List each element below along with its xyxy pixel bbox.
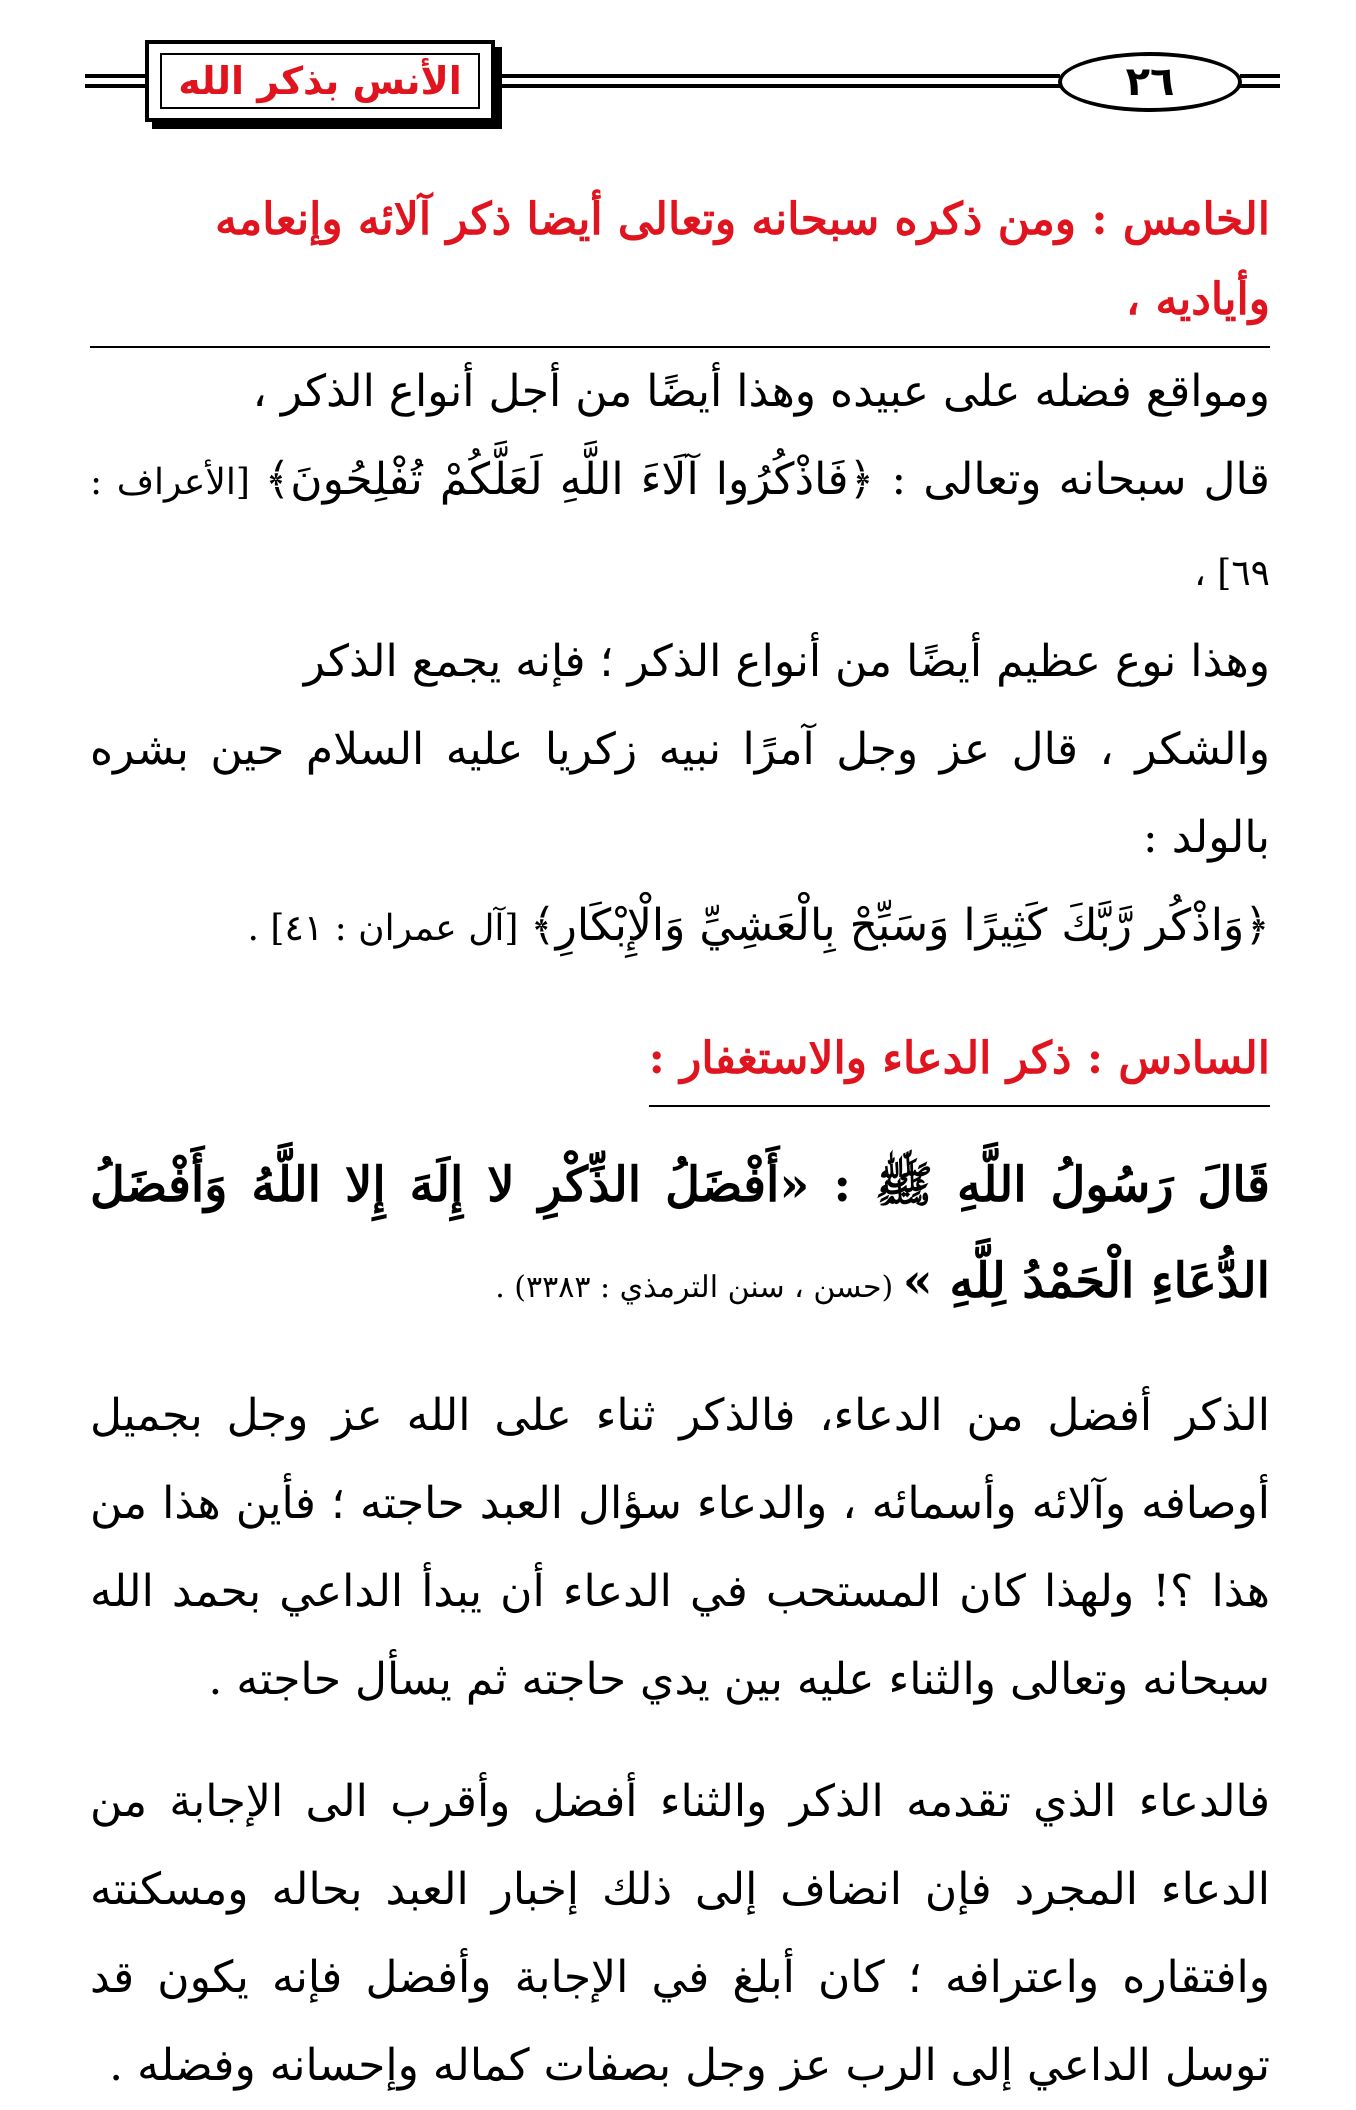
quran-verse-1: ﴿فَاذْكُرُوا آلَاءَ اللَّهِ لَعَلَّكُمْ تُفْلِحُونَ﴾: [264, 454, 875, 505]
section-5-line-2: [90, 436, 1270, 618]
header-rule-left: [85, 74, 145, 88]
section-6-heading-wrap: [90, 1019, 1270, 1107]
section-5-line-5: [90, 882, 1270, 973]
hadith-reference: (حسن ، سنن الترمذي : ٣٣٨٣) .: [495, 1270, 903, 1305]
page-content: [90, 180, 1270, 2110]
section-5-heading-wrap: [90, 180, 1270, 348]
page-number: ٢٦: [1058, 52, 1242, 112]
header-rule-middle: [495, 74, 1060, 88]
quran-verse-2: ﴿وَاذْكُر رَّبَّكَ كَثِيرًا وَسَبِّحْ بِالْعَشِيِّ وَالْإِبْكَارِ﴾: [529, 900, 1270, 951]
paragraph-dua-with-dhikr: فالدعاء الذي تقدمه الذكر والثناء أفضل وأقرب الى الإجابة من الدعاء المجرد فإن انضاف إلى ذلك إخبار العبد بحاله ومسكنته وافتقاره واعترافه ؛ كان أبلغ في الإجابة وأفضل فإنه يكون قد توسل الداعي إلى الرب عز وجل بصفات كماله وإحسانه وفضله .: [90, 1776, 1271, 2091]
header-rule-right: [1240, 74, 1280, 88]
paragraph-dhikr-vs-dua: الذكر أفضل من الدعاء، فالذكر ثناء على الله عز وجل بجميل أوصافه وآلائه وأسمائه ، والدعاء سؤال العبد حاجته ؛ فأين هذا من هذا ؟! ولهذا كان المستحب في الدعاء أن يبدأ الداعي بحمد الله سبحانه وتعالى والثناء عليه بين يدي حاجته ثم يسأل حاجته .: [90, 1390, 1270, 1705]
section-5-heading: الخامس : ومن ذكره سبحانه وتعالى أيضا ذكر آلائه وإنعامه وأياديه ،: [90, 180, 1270, 348]
running-title-box: [145, 40, 495, 122]
running-title: الأنس بذكر الله: [160, 53, 480, 109]
section-5-line-3: وهذا نوع عظيم أيضًا من أنواع الذكر ؛ فإنه يجمع الذكر: [303, 636, 1270, 687]
verse-2-reference: [آل عمران : ٤١] .: [247, 908, 530, 949]
section-5-body: [90, 348, 1270, 973]
verse-1-reference: [الأعراف : ٦٩] ،: [90, 462, 1270, 594]
page-header: [0, 0, 1356, 140]
section-5-line-1: ومواقع فضله على عبيده وهذا أيضًا من أجل أنواع الذكر ،: [252, 366, 1270, 417]
section-5-line-4: والشكر ، قال عز وجل آمرًا نبيه زكريا عليه السلام حين بشره بالولد :: [90, 724, 1270, 863]
hadith-paragraph: [90, 1137, 1270, 1336]
section-6-heading: السادس : ذكر الدعاء والاستغفار :: [649, 1019, 1270, 1107]
hadith-text: «أَفْضَلُ الذِّكْرِ لا إِلَهَ إِلا اللَّهُ وَأَفْضَلُ الدُّعَاءِ الْحَمْدُ لِلَّهِ »: [90, 1157, 1270, 1309]
hadith-intro: قَالَ رَسُولُ اللَّهِ ﷺ :: [809, 1157, 1270, 1213]
line-2-prefix: قال سبحانه وتعالى :: [874, 454, 1270, 505]
